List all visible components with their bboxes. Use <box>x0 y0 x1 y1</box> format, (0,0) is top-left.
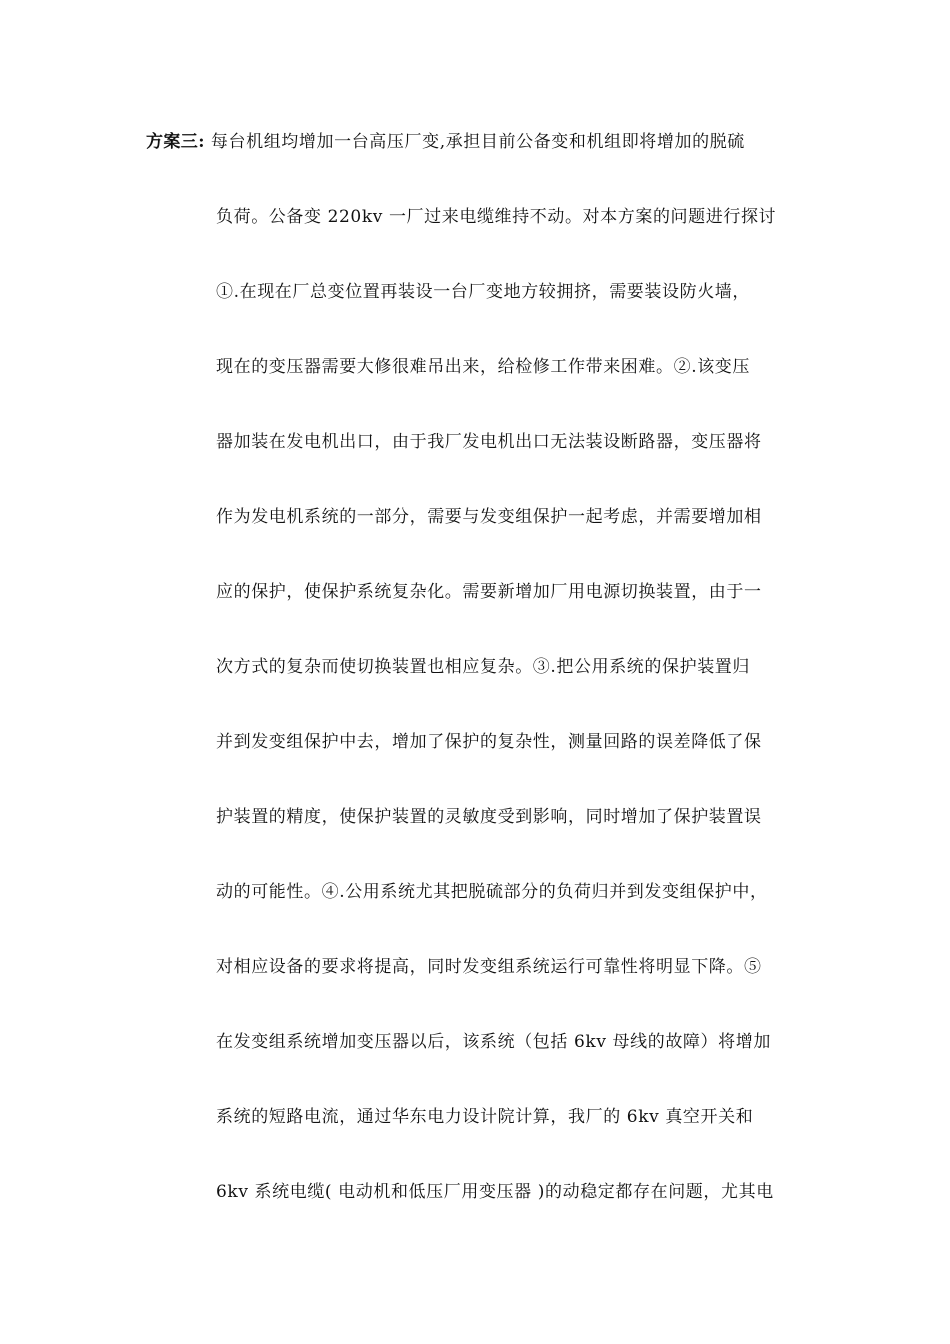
paragraph-line-11: 动的可能性。④.公用系统尤其把脱硫部分的负荷归并到发变组保护中， <box>216 882 768 902</box>
paragraph-line-2: 负荷。公备变 220kv 一厂过来电缆维持不动。对本方案的问题进行探讨 <box>216 207 777 227</box>
paragraph-line-6: 作为发电机系统的一部分，需要与发变组保护一起考虑，并需要增加相 <box>216 507 762 527</box>
paragraph-line-12: 对相应设备的要求将提高，同时发变组系统运行可靠性将明显下降。⑤ <box>216 957 762 977</box>
paragraph-line-7: 应的保护，使保护系统复杂化。需要新增加厂用电源切换装置，由于一 <box>216 582 762 602</box>
paragraph-line-13: 在发变组系统增加变压器以后，该系统（包括 6kv 母线的故障）将增加 <box>216 1032 771 1052</box>
paragraph-line-1 <box>146 131 816 153</box>
paragraph-line-14: 系统的短路电流，通过华东电力设计院计算，我厂的 6kv 真空开关和 <box>216 1107 754 1127</box>
paragraph-line-4: 现在的变压器需要大修很难吊出来，给检修工作带来困难。②.该变压 <box>216 357 751 377</box>
paragraph-line-10: 护装置的精度，使保护装置的灵敏度受到影响，同时增加了保护装置误 <box>216 807 762 827</box>
paragraph-line-15: 6kv 系统电缆( 电动机和低压厂用变压器 )的动稳定都存在问题，尤其电 <box>216 1182 774 1202</box>
paragraph-line-8: 次方式的复杂而使切换装置也相应复杂。③.把公用系统的保护装置归 <box>216 657 751 677</box>
paragraph-text: 每台机组均增加一台高压厂变,承担目前公备变和机组即将增加的脱硫 <box>210 132 745 152</box>
section-heading: 方案三: <box>146 132 205 152</box>
paragraph-line-5: 器加装在发电机出口，由于我厂发电机出口无法装设断路器，变压器将 <box>216 432 762 452</box>
paragraph-line-9: 并到发变组保护中去，增加了保护的复杂性，测量回路的误差降低了保 <box>216 732 762 752</box>
paragraph-line-3: ①.在现在厂总变位置再装设一台厂变地方较拥挤，需要装设防火墙， <box>216 282 751 302</box>
